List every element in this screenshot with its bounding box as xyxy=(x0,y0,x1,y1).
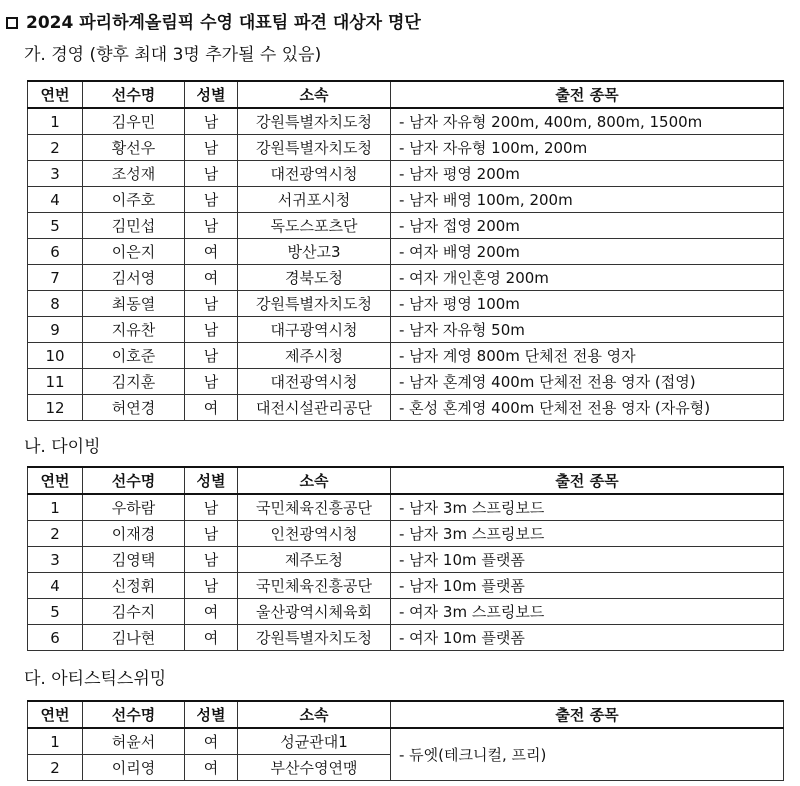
cell-no: 1 xyxy=(28,728,83,755)
table-row xyxy=(28,317,784,343)
section-heading-artistic-swimming: 다. 아티스틱스위밍 xyxy=(24,669,167,689)
cell-gender: 남 xyxy=(185,108,238,135)
cell-gender: 여 xyxy=(185,755,238,781)
cell-no: 6 xyxy=(28,239,83,265)
cell-gender: 여 xyxy=(185,265,238,291)
cell-name: 신정휘 xyxy=(83,573,185,599)
cell-name: 김서영 xyxy=(83,265,185,291)
header-events: 출전 종목 xyxy=(391,81,784,108)
swimming-table xyxy=(27,80,784,421)
cell-events: - 여자 개인혼영 200m xyxy=(391,265,784,291)
cell-team: 제주시청 xyxy=(238,343,391,369)
artistic-swimming-rows xyxy=(28,728,784,781)
cell-name: 이재경 xyxy=(83,521,185,547)
header-gender: 성별 xyxy=(185,467,238,494)
cell-name: 김우민 xyxy=(83,108,185,135)
cell-events: - 여자 3m 스프링보드 xyxy=(391,599,784,625)
header-no: 연번 xyxy=(28,701,83,728)
cell-events: - 남자 평영 200m xyxy=(391,161,784,187)
cell-gender: 남 xyxy=(185,547,238,573)
header-name: 선수명 xyxy=(83,81,185,108)
header-team: 소속 xyxy=(238,81,391,108)
cell-no: 2 xyxy=(28,135,83,161)
cell-events: - 남자 접영 200m xyxy=(391,213,784,239)
cell-events: - 여자 10m 플랫폼 xyxy=(391,625,784,651)
header-team: 소속 xyxy=(238,467,391,494)
table-row xyxy=(28,728,784,755)
cell-events: - 남자 평영 100m xyxy=(391,291,784,317)
cell-team: 방산고3 xyxy=(238,239,391,265)
cell-gender: 여 xyxy=(185,625,238,651)
cell-name: 허윤서 xyxy=(83,728,185,755)
table-row xyxy=(28,494,784,521)
cell-name: 지유찬 xyxy=(83,317,185,343)
cell-gender: 남 xyxy=(185,317,238,343)
table-row xyxy=(28,291,784,317)
cell-gender: 남 xyxy=(185,135,238,161)
cell-gender: 남 xyxy=(185,187,238,213)
cell-events: - 남자 혼계영 400m 단체전 전용 영자 (접영) xyxy=(391,369,784,395)
cell-events: - 남자 자유형 200m, 400m, 800m, 1500m xyxy=(391,108,784,135)
cell-no: 4 xyxy=(28,187,83,213)
section-heading-diving: 나. 다이빙 xyxy=(24,437,101,457)
artistic-swimming-table xyxy=(27,700,784,781)
cell-events: - 남자 10m 플랫폼 xyxy=(391,547,784,573)
cell-no: 7 xyxy=(28,265,83,291)
table-row xyxy=(28,265,784,291)
table-row xyxy=(28,521,784,547)
cell-no: 1 xyxy=(28,494,83,521)
cell-no: 9 xyxy=(28,317,83,343)
table-header-row xyxy=(28,467,784,494)
cell-no: 6 xyxy=(28,625,83,651)
cell-gender: 남 xyxy=(185,161,238,187)
cell-team: 국민체육진흥공단 xyxy=(238,573,391,599)
cell-team: 대구광역시청 xyxy=(238,317,391,343)
cell-name: 이리영 xyxy=(83,755,185,781)
cell-no: 2 xyxy=(28,755,83,781)
table-row xyxy=(28,625,784,651)
table-row xyxy=(28,395,784,421)
header-name: 선수명 xyxy=(83,701,185,728)
header-gender: 성별 xyxy=(185,701,238,728)
header-name: 선수명 xyxy=(83,467,185,494)
diving-rows xyxy=(28,494,784,651)
cell-events: - 혼성 혼계영 400m 단체전 전용 영자 (자유형) xyxy=(391,395,784,421)
table-row xyxy=(28,239,784,265)
header-team: 소속 xyxy=(238,701,391,728)
cell-events: - 여자 배영 200m xyxy=(391,239,784,265)
cell-team: 인천광역시청 xyxy=(238,521,391,547)
diving-table xyxy=(27,466,784,651)
cell-gender: 남 xyxy=(185,521,238,547)
table-row xyxy=(28,187,784,213)
cell-team: 강원특별자치도청 xyxy=(238,108,391,135)
cell-events: - 남자 계영 800m 단체전 전용 영자 xyxy=(391,343,784,369)
cell-team: 울산광역시체육회 xyxy=(238,599,391,625)
table-row xyxy=(28,599,784,625)
page-title xyxy=(6,8,421,33)
cell-name: 김민섭 xyxy=(83,213,185,239)
cell-team: 대전광역시청 xyxy=(238,161,391,187)
table-row xyxy=(28,108,784,135)
cell-gender: 남 xyxy=(185,291,238,317)
cell-name: 김영택 xyxy=(83,547,185,573)
cell-team: 강원특별자치도청 xyxy=(238,625,391,651)
table-row xyxy=(28,135,784,161)
cell-name: 최동열 xyxy=(83,291,185,317)
cell-no: 11 xyxy=(28,369,83,395)
table-header-row xyxy=(28,701,784,728)
cell-gender: 남 xyxy=(185,494,238,521)
cell-gender: 여 xyxy=(185,395,238,421)
checkbox-bullet-icon xyxy=(6,17,18,29)
header-events: 출전 종목 xyxy=(391,701,784,728)
cell-events: - 남자 10m 플랫폼 xyxy=(391,573,784,599)
cell-gender: 남 xyxy=(185,343,238,369)
table-row xyxy=(28,369,784,395)
cell-name: 김수지 xyxy=(83,599,185,625)
cell-gender: 남 xyxy=(185,573,238,599)
cell-name: 우하람 xyxy=(83,494,185,521)
cell-team: 강원특별자치도청 xyxy=(238,291,391,317)
cell-no: 5 xyxy=(28,599,83,625)
cell-name: 이은지 xyxy=(83,239,185,265)
cell-no: 4 xyxy=(28,573,83,599)
cell-name: 허연경 xyxy=(83,395,185,421)
cell-no: 12 xyxy=(28,395,83,421)
header-gender: 성별 xyxy=(185,81,238,108)
cell-name: 김지훈 xyxy=(83,369,185,395)
swimming-rows xyxy=(28,108,784,421)
table-row xyxy=(28,161,784,187)
cell-no: 5 xyxy=(28,213,83,239)
cell-no: 10 xyxy=(28,343,83,369)
cell-team: 부산수영연맹 xyxy=(238,755,391,781)
cell-events-shared: - 듀엣(테크니컬, 프리) xyxy=(391,728,784,781)
cell-events: - 남자 배영 100m, 200m xyxy=(391,187,784,213)
cell-no: 3 xyxy=(28,547,83,573)
cell-gender: 남 xyxy=(185,369,238,395)
cell-events: - 남자 3m 스프링보드 xyxy=(391,521,784,547)
cell-team: 경북도청 xyxy=(238,265,391,291)
cell-events: - 남자 3m 스프링보드 xyxy=(391,494,784,521)
cell-name: 이주호 xyxy=(83,187,185,213)
cell-gender: 남 xyxy=(185,213,238,239)
cell-name: 조성재 xyxy=(83,161,185,187)
cell-gender: 여 xyxy=(185,728,238,755)
cell-team: 국민체육진흥공단 xyxy=(238,494,391,521)
cell-no: 8 xyxy=(28,291,83,317)
section-heading-swimming: 가. 경영 (향후 최대 3명 추가될 수 있음) xyxy=(24,45,322,65)
cell-gender: 여 xyxy=(185,239,238,265)
page-title-text: 2024 파리하계올림픽 수영 대표팀 파견 대상자 명단 xyxy=(26,13,421,33)
cell-team: 강원특별자치도청 xyxy=(238,135,391,161)
table-row xyxy=(28,547,784,573)
header-no: 연번 xyxy=(28,81,83,108)
cell-no: 1 xyxy=(28,108,83,135)
cell-team: 성균관대1 xyxy=(238,728,391,755)
header-no: 연번 xyxy=(28,467,83,494)
cell-team: 독도스포츠단 xyxy=(238,213,391,239)
table-header-row xyxy=(28,81,784,108)
cell-no: 3 xyxy=(28,161,83,187)
table-row xyxy=(28,213,784,239)
cell-no: 2 xyxy=(28,521,83,547)
cell-team: 대전광역시청 xyxy=(238,369,391,395)
cell-team: 제주도청 xyxy=(238,547,391,573)
cell-events: - 남자 자유형 100m, 200m xyxy=(391,135,784,161)
table-row xyxy=(28,573,784,599)
table-row xyxy=(28,343,784,369)
cell-name: 황선우 xyxy=(83,135,185,161)
cell-team: 서귀포시청 xyxy=(238,187,391,213)
cell-team: 대전시설관리공단 xyxy=(238,395,391,421)
header-events: 출전 종목 xyxy=(391,467,784,494)
cell-gender: 여 xyxy=(185,599,238,625)
cell-name: 이호준 xyxy=(83,343,185,369)
cell-name: 김나현 xyxy=(83,625,185,651)
cell-events: - 남자 자유형 50m xyxy=(391,317,784,343)
